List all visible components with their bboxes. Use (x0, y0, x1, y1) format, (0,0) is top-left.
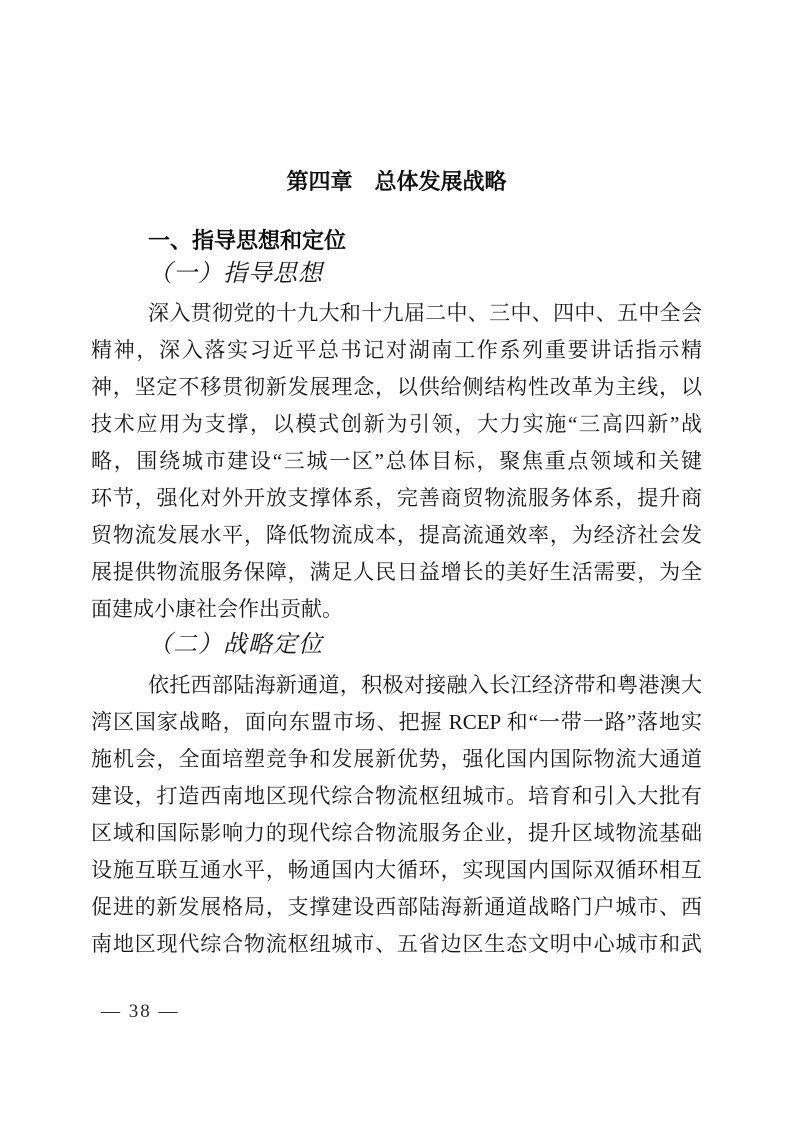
paragraph-line: 促进的新发展格局，支撑建设西部陆海新通道战略门户城市、西 (91, 895, 702, 919)
paragraph-line: 精神，深入落实习近平总书记对湖南工作系列重要讲话指示精 (91, 338, 702, 362)
paragraph-line: 南地区现代综合物流枢纽城市、五省边区生态文明中心城市和武 (91, 932, 702, 956)
paragraph-line: 略，围绕城市建设“三城一区”总体目标，聚焦重点领域和关键 (91, 449, 702, 473)
paragraph-line: 神，坚定不移贯彻新发展理念，以供给侧结构性改革为主线，以 (91, 375, 702, 399)
paragraph-line: 贸物流发展水平，降低物流成本，提高流通效率，为经济社会发 (91, 523, 702, 547)
section-heading: 一、指导思想和定位 (148, 228, 347, 253)
paragraph-line: 环节，强化对外开放支撑体系，完善商贸物流服务体系，提升商 (91, 486, 702, 510)
paragraph-strategic-positioning (91, 667, 702, 963)
paragraph-line: 展提供物流服务保障，满足人民日益增长的美好生活需要，为全 (91, 560, 702, 584)
paragraph-line: 建设，打造西南地区现代综合物流枢纽城市。培育和引入大批有 (91, 784, 702, 808)
subsection-heading-2: （二）战略定位 (148, 632, 323, 658)
paragraph-line: 面建成小康社会作出贡献。 (91, 597, 343, 621)
paragraph-line: 区域和国际影响力的现代综合物流服务企业，提升区域物流基础 (91, 821, 702, 845)
subsection-heading-1: （一）指导思想 (148, 261, 323, 287)
paragraph-line: 设施互联互通水平，畅通国内大循环，实现国内国际双循环相互 (91, 858, 702, 882)
paragraph-line: 技术应用为支撑，以模式创新为引领，大力实施“三高四新”战 (91, 412, 702, 436)
paragraph-line: 深入贯彻党的十九大和十九届二中、三中、四中、五中全会 (148, 301, 702, 325)
paragraph-line: 湾区国家战略，面向东盟市场、把握 RCEP 和“一带一路”落地实 (91, 710, 702, 734)
paragraph-line: 依托西部陆海新通道，积极对接融入长江经济带和粤港澳大 (148, 673, 702, 697)
paragraph-guiding-ideology (91, 295, 702, 628)
page-number: — 38 — (101, 1001, 180, 1022)
paragraph-line: 施机会，全面培塑竞争和发展新优势，强化国内国际物流大通道 (91, 747, 702, 771)
chapter-title: 第四章 总体发展战略 (286, 169, 507, 194)
